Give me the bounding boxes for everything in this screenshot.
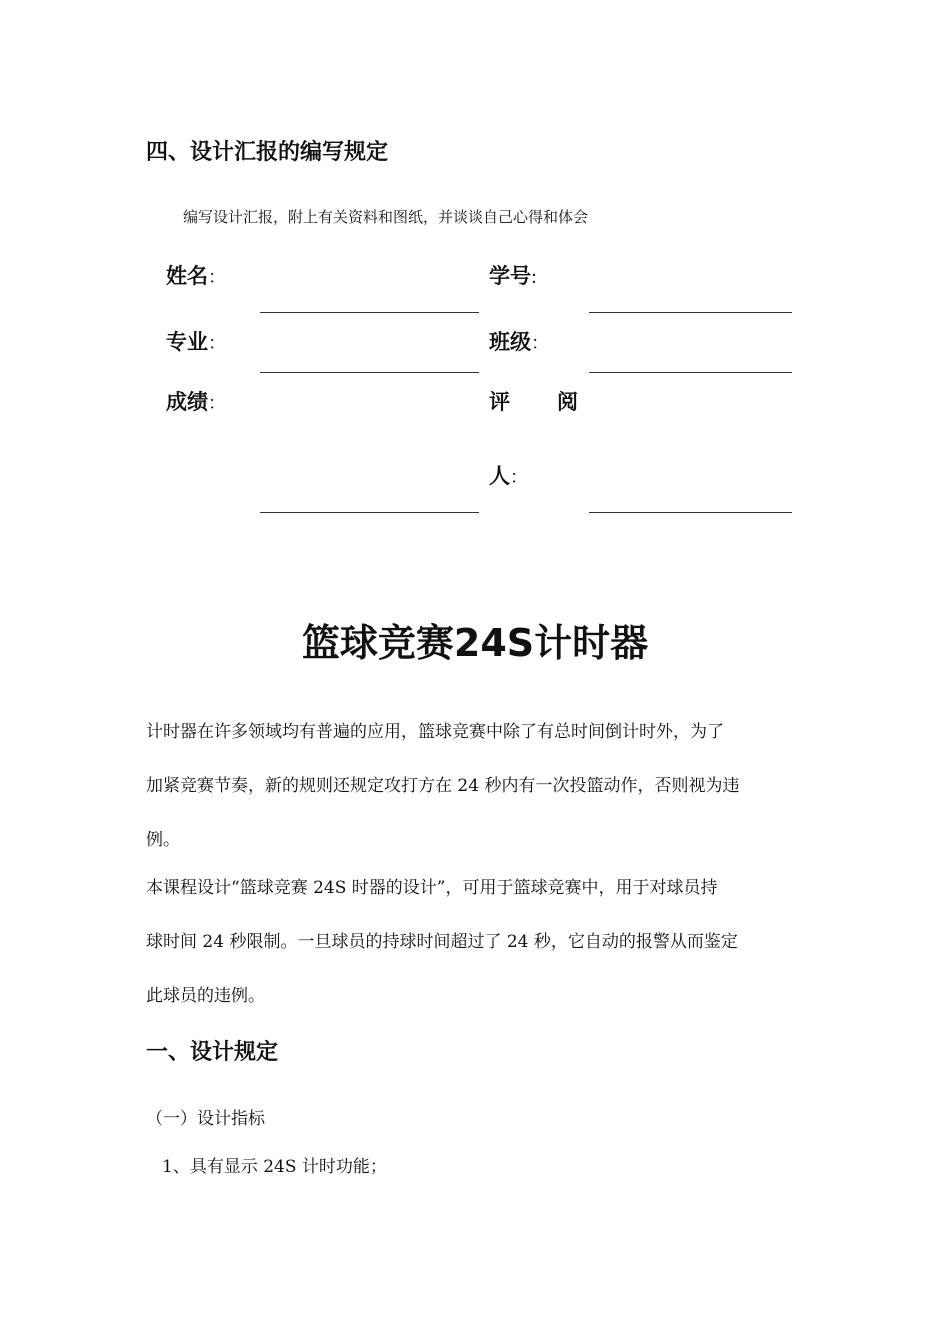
name-label: 姓名： (166, 264, 226, 288)
spec-item-1: 1、具有显示 24S 计时功能； (162, 1157, 387, 1177)
student-id-underline (589, 312, 792, 313)
section4-description: 编写设计汇报，附上有关资料和图纸，并谈谈自己心得和体会 (183, 208, 589, 226)
section1-subheading: （一）设计指标 (146, 1109, 265, 1129)
intro-line: 加紧竞赛节奏，新的规则还规定攻打方在 24 秒内有一次投篮动作，否则视为违 (146, 776, 740, 796)
reviewer-underline (589, 512, 792, 513)
intro-line: 计时器在许多领域均有普遍的应用，篮球竞赛中除了有总时间倒计时外，为了 (146, 722, 724, 742)
section1-heading: 一、设计规定 (146, 1040, 279, 1065)
major-label: 专业： (166, 330, 226, 354)
intro-line: 例。 (146, 830, 180, 850)
student-id-label: 学号: (489, 264, 538, 288)
name-underline (260, 312, 479, 313)
grade-underline (260, 512, 479, 513)
section4-heading: 四、设计汇报的编写规定 (146, 140, 389, 165)
document-title: 篮球竞赛24S计时器 (301, 621, 649, 665)
intro-line: 本课程设计“篮球竞赛 24S 时器的设计”，可用于篮球竞赛中，用于对球员持 (146, 878, 718, 898)
intro-line: 此球员的违例。 (146, 986, 265, 1006)
intro-line: 球时间 24 秒限制。一旦球员的持球时间超过了 24 秒，它自动的报警从而鉴定 (146, 932, 738, 952)
reviewer-label-part3: 人： (489, 464, 528, 488)
reviewer-label-part1: 评 (489, 390, 510, 414)
class-underline (589, 372, 792, 373)
class-label: 班级： (489, 330, 549, 354)
major-underline (260, 372, 479, 373)
grade-label: 成绩： (166, 390, 226, 414)
reviewer-label-part2: 阅 (557, 390, 578, 414)
